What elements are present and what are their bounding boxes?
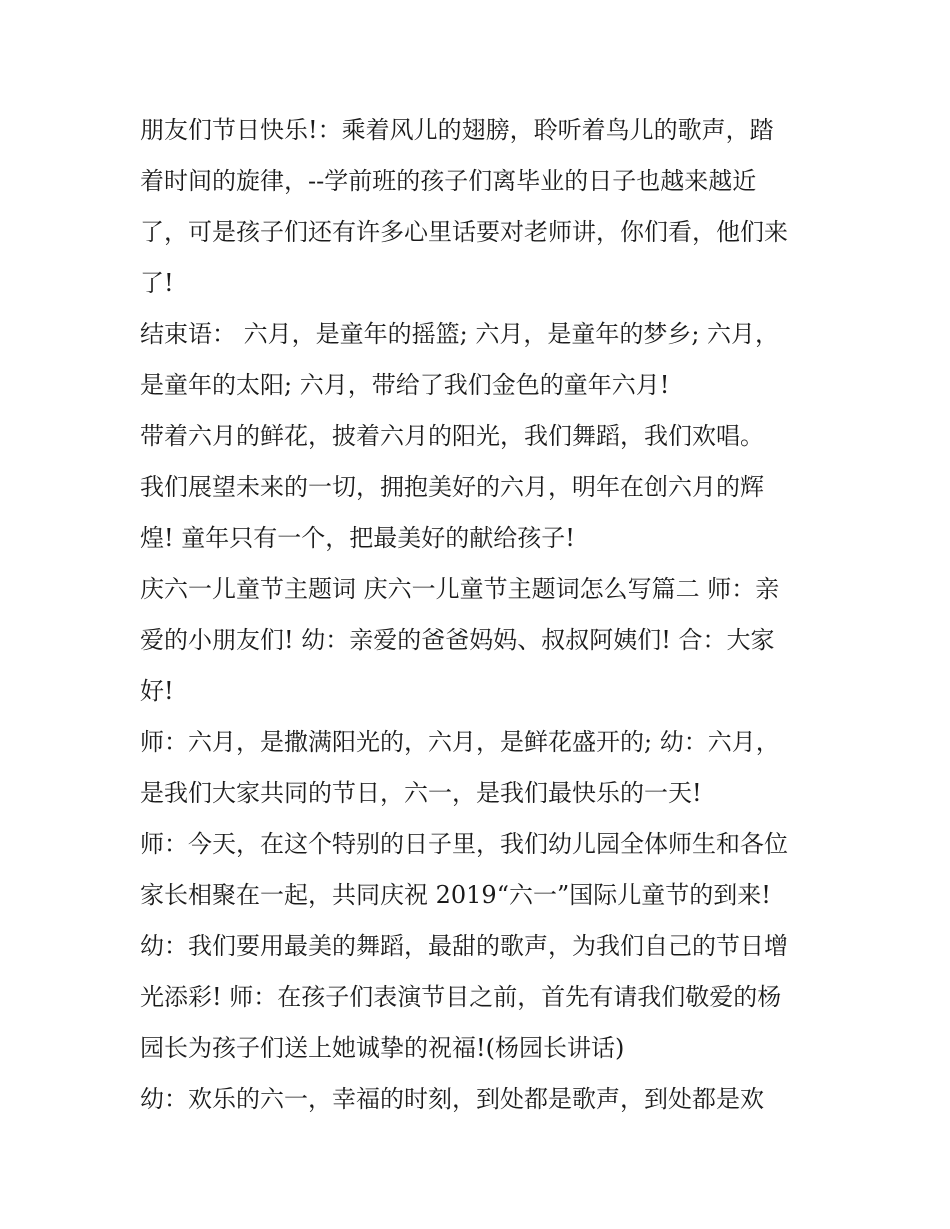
text-line: 师：六月，是撒满阳光的，六月，是鲜花盛开的; 幼：六月， xyxy=(140,728,780,756)
text-line: 朋友们节日快乐!：乘着风儿的翅膀，聆听着鸟儿的歌声，踏 xyxy=(140,116,774,144)
text-line: 光添彩! 师：在孩子们表演节目之前，首先有请我们敬爱的杨 xyxy=(140,983,782,1011)
text-line: 爱的小朋友们! 幼：亲爱的爸爸妈妈、叔叔阿姨们! 合：大家 xyxy=(140,626,775,654)
text-line: 了，可是孩子们还有许多心里话要对老师讲，你们看，他们来 xyxy=(140,218,788,246)
text-line: 是我们大家共同的节日，六一，是我们最快乐的一天! xyxy=(140,779,702,807)
text-line: 带着六月的鲜花，披着六月的阳光，我们舞蹈，我们欢唱。 xyxy=(140,422,764,450)
text-line: 家长相聚在一起，共同庆祝 2019“六一”国际儿童节的到来! xyxy=(140,881,771,909)
text-line: 好! xyxy=(140,677,174,705)
text-line: 我们展望未来的一切，拥抱美好的六月，明年在创六月的辉 xyxy=(140,473,764,501)
text-line: 园长为孩子们送上她诚挚的祝福!(杨园长讲话) xyxy=(140,1034,625,1062)
text-line: 是童年的太阳; 六月，带给了我们金色的童年六月! xyxy=(140,371,670,399)
text-line: 幼：我们要用最美的舞蹈，最甜的歌声，为我们自己的节日增 xyxy=(140,932,788,960)
text-line: 幼：欢乐的六一，幸福的时刻，到处都是歌声，到处都是欢 xyxy=(140,1085,764,1113)
text-line: 煌! 童年只有一个，把最美好的献给孩子! xyxy=(140,524,575,552)
text-line: 庆六一儿童节主题词 庆六一儿童节主题词怎么写篇二 师：亲 xyxy=(140,575,780,603)
document-body xyxy=(140,105,820,1125)
text-line: 结束语： 六月，是童年的摇篮; 六月，是童年的梦乡; 六月， xyxy=(140,320,780,348)
text-line: 师：今天，在这个特别的日子里，我们幼儿园全体师生和各位 xyxy=(140,830,788,858)
text-line: 了! xyxy=(140,269,174,297)
text-line: 着时间的旋律，--学前班的孩子们离毕业的日子也越来越近 xyxy=(140,167,757,195)
